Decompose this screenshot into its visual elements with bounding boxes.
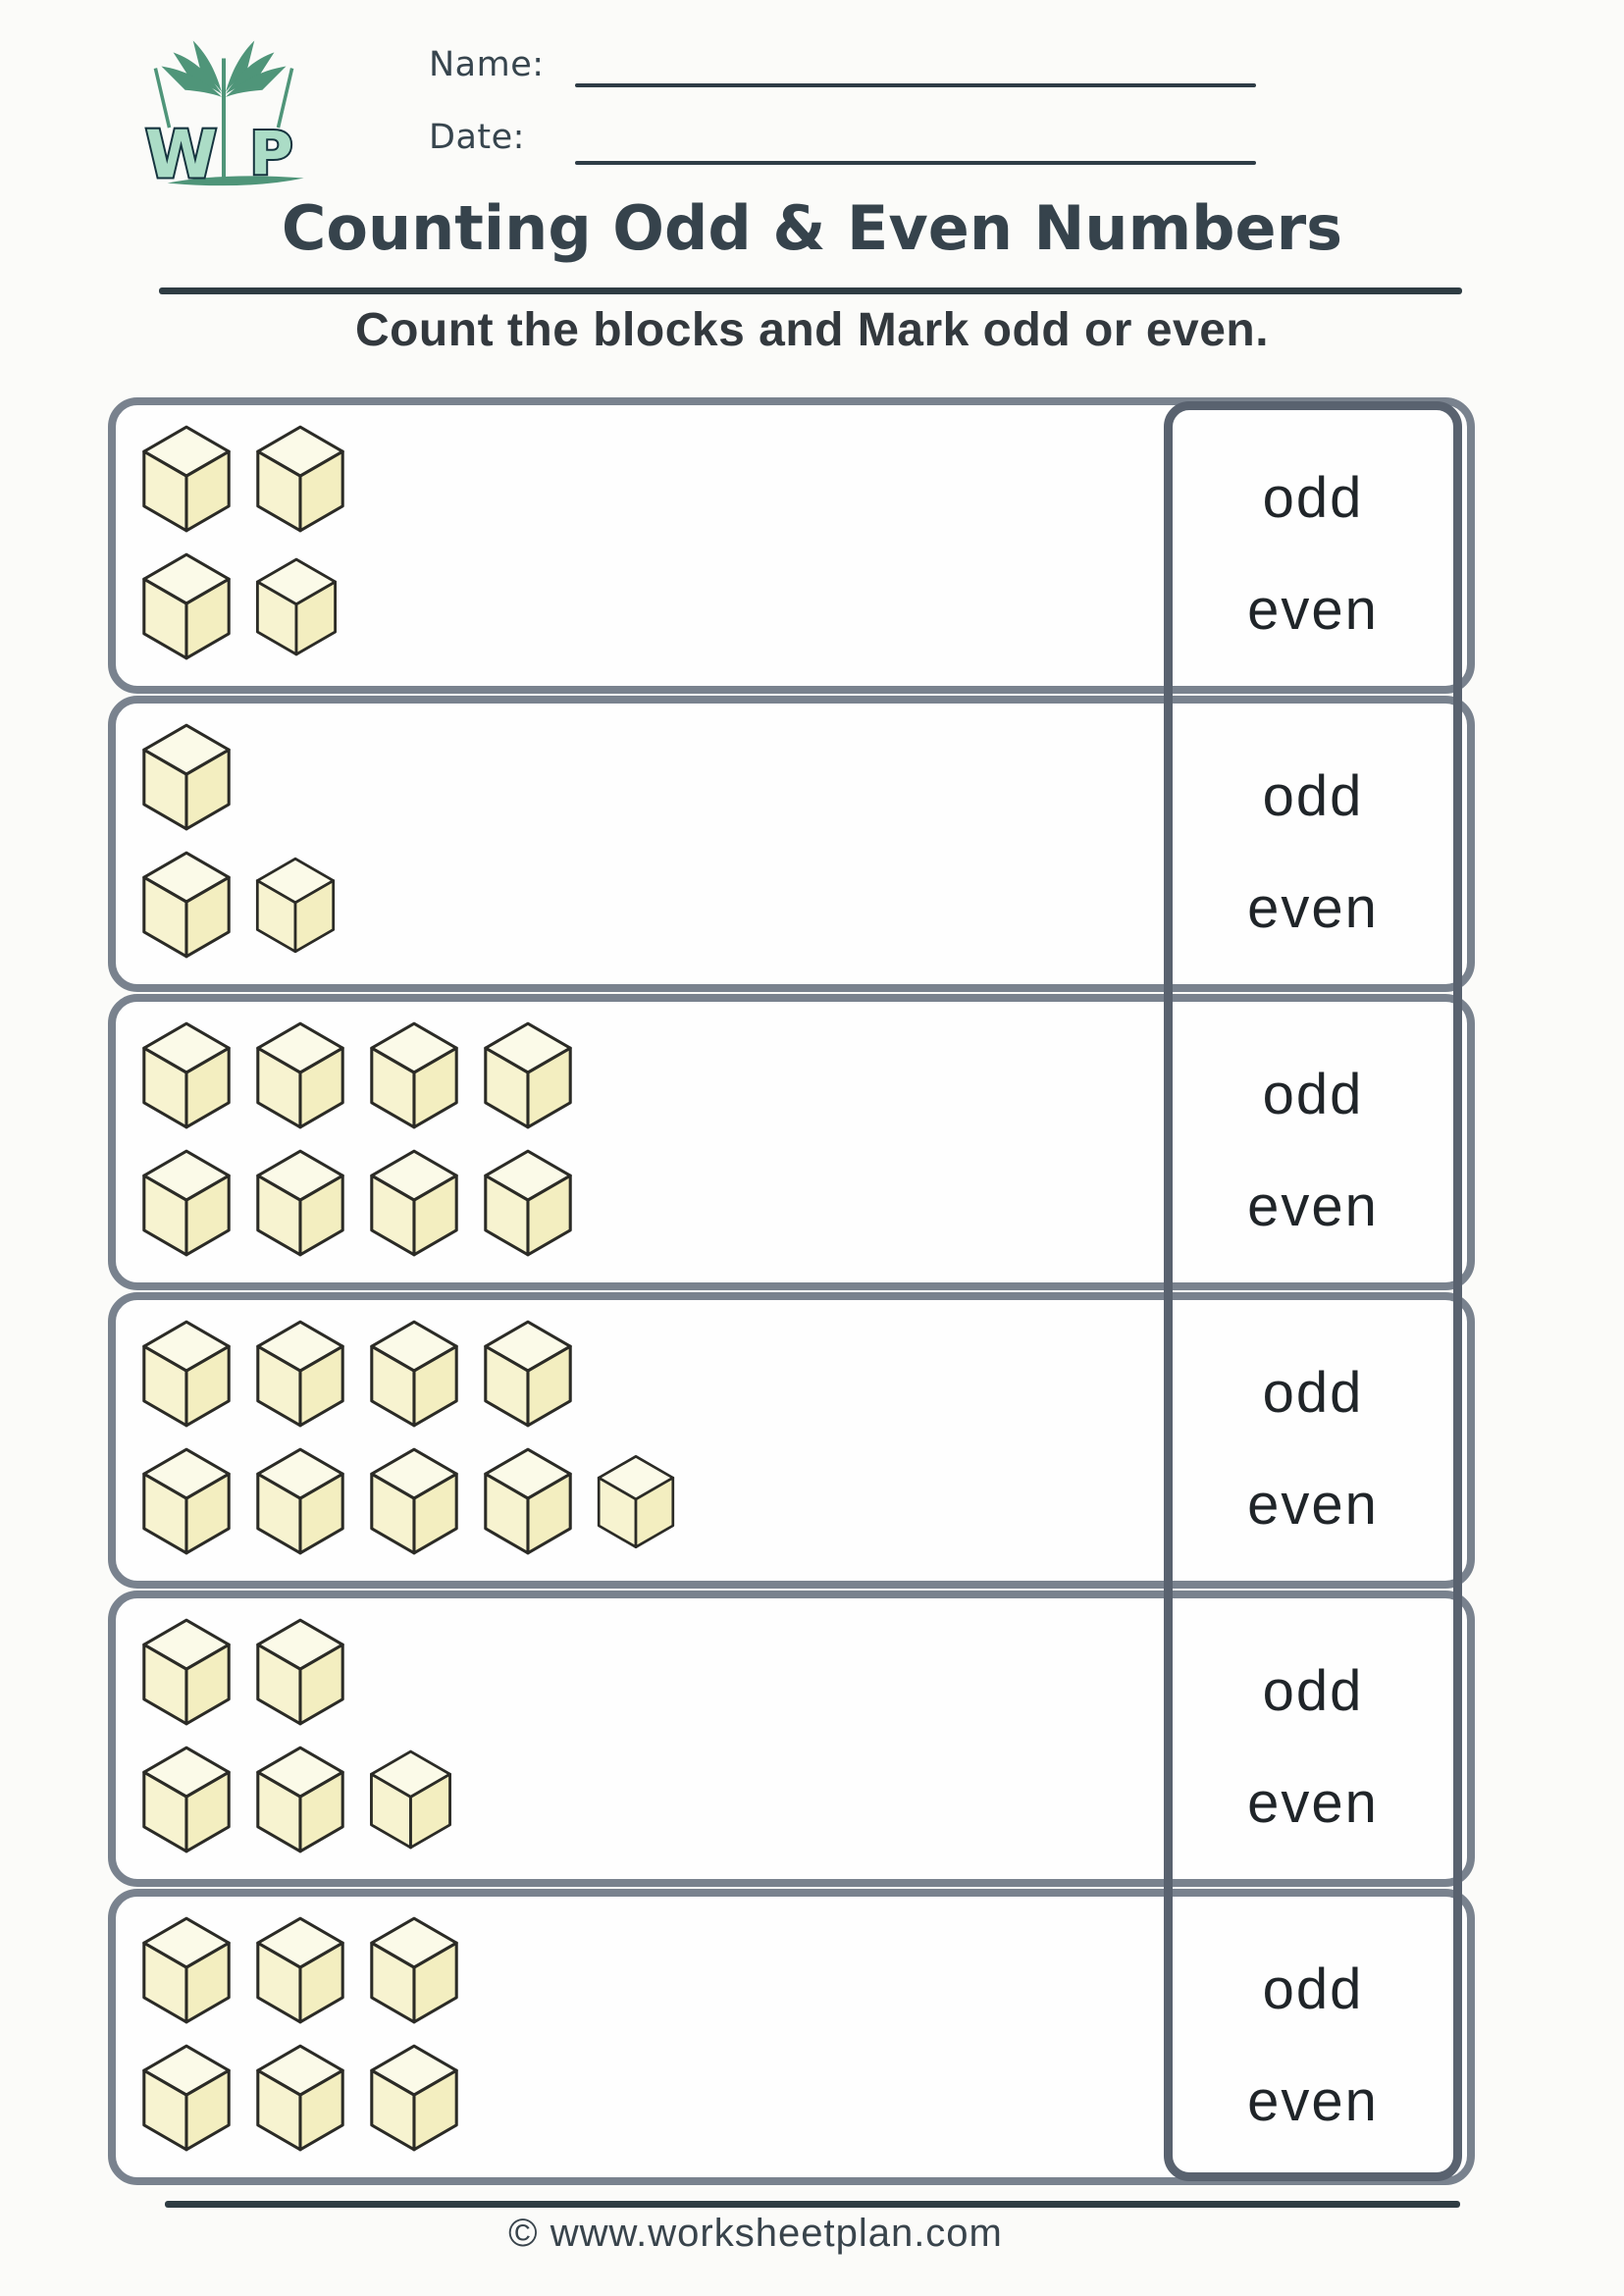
cube-icon bbox=[139, 850, 234, 960]
cube-icon bbox=[367, 1915, 461, 2025]
answer-cell-3 bbox=[1173, 994, 1453, 1290]
cube-icon bbox=[367, 1148, 461, 1258]
odd-option[interactable]: odd bbox=[1262, 1361, 1364, 1425]
date-input-line[interactable] bbox=[575, 161, 1256, 165]
answer-cell-6 bbox=[1173, 1889, 1453, 2185]
cube-icon bbox=[481, 1319, 575, 1429]
name-label: Name: bbox=[429, 45, 545, 84]
even-option[interactable]: even bbox=[1247, 1473, 1379, 1537]
cube-icon bbox=[253, 2043, 347, 2153]
cube-icon bbox=[139, 1617, 234, 1727]
even-option[interactable]: even bbox=[1247, 1174, 1379, 1238]
answer-cell-2 bbox=[1173, 696, 1453, 992]
cube-icon bbox=[139, 1446, 234, 1556]
name-input-line[interactable] bbox=[575, 83, 1256, 87]
even-option[interactable]: even bbox=[1247, 2069, 1379, 2133]
date-label: Date: bbox=[429, 118, 525, 157]
cube-icon bbox=[367, 1748, 454, 1851]
even-option[interactable]: even bbox=[1247, 578, 1379, 642]
logo-letter-w: W bbox=[144, 116, 218, 193]
cube-icon bbox=[367, 2043, 461, 2153]
cube-icon bbox=[139, 1319, 234, 1429]
cube-icon bbox=[253, 856, 338, 955]
cube-icon bbox=[139, 1020, 234, 1130]
instruction-text: Count the blocks and Mark odd or even. bbox=[354, 304, 1270, 356]
footer-divider bbox=[165, 2201, 1460, 2208]
cube-icon bbox=[253, 1446, 347, 1556]
answer-cell-4 bbox=[1173, 1292, 1453, 1589]
cube-icon bbox=[139, 551, 234, 661]
answer-cell-5 bbox=[1173, 1591, 1453, 1887]
worksheetplan-logo bbox=[110, 27, 338, 208]
cube-icon bbox=[367, 1319, 461, 1429]
cube-icon bbox=[253, 1020, 347, 1130]
odd-option[interactable]: odd bbox=[1262, 1957, 1364, 2021]
logo-letter-p: P bbox=[249, 120, 293, 189]
cube-icon bbox=[139, 2043, 234, 2153]
cube-icon bbox=[139, 1915, 234, 2025]
page-title: Counting Odd & Even Numbers bbox=[281, 192, 1343, 264]
cube-icon bbox=[481, 1148, 575, 1258]
cube-icon bbox=[253, 1745, 347, 1854]
answers-column bbox=[1164, 401, 1462, 2181]
answer-cell-1 bbox=[1173, 397, 1453, 694]
even-option[interactable]: even bbox=[1247, 876, 1379, 940]
cube-icon bbox=[139, 1745, 234, 1854]
cube-icon bbox=[481, 1020, 575, 1130]
cube-icon bbox=[253, 1148, 347, 1258]
even-option[interactable]: even bbox=[1247, 1771, 1379, 1835]
cube-icon bbox=[139, 424, 234, 534]
cube-icon bbox=[595, 1453, 677, 1550]
title-divider bbox=[159, 287, 1462, 294]
cube-icon bbox=[139, 1148, 234, 1258]
odd-option[interactable]: odd bbox=[1262, 1659, 1364, 1723]
odd-option[interactable]: odd bbox=[1262, 466, 1364, 530]
cube-icon bbox=[253, 1915, 347, 2025]
cube-icon bbox=[367, 1020, 461, 1130]
footer-copyright: © www.worksheetplan.com bbox=[508, 2212, 1003, 2255]
cube-icon bbox=[253, 556, 340, 657]
odd-option[interactable]: odd bbox=[1262, 764, 1364, 828]
cube-icon bbox=[253, 1617, 347, 1727]
cube-icon bbox=[139, 722, 234, 832]
cube-icon bbox=[253, 424, 347, 534]
cube-icon bbox=[367, 1446, 461, 1556]
cube-icon bbox=[481, 1446, 575, 1556]
cube-icon bbox=[253, 1319, 347, 1429]
odd-option[interactable]: odd bbox=[1262, 1063, 1364, 1126]
